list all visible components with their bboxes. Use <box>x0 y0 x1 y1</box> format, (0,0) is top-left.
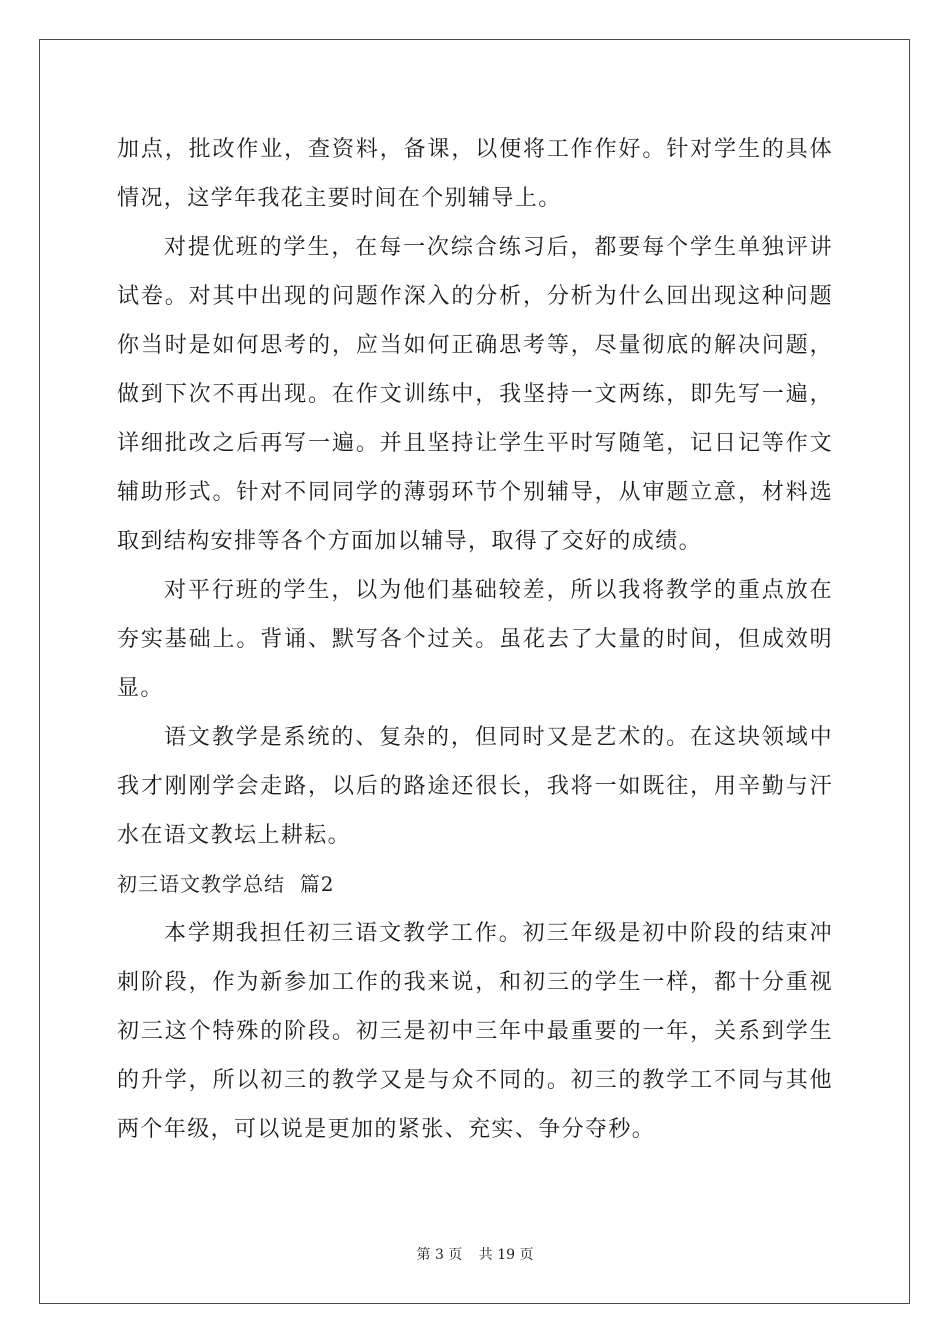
paragraph-4: 语文教学是系统的、复杂的，但同时又是艺术的。在这块领域中我才刚刚学会走路，以后的路途还很长，我将一如既往，用辛勤与汗水在语文教坛上耕耘。 <box>117 725 833 848</box>
page-footer <box>0 1244 950 1264</box>
section-heading: 初三语文教学总结 篇2 <box>117 872 335 896</box>
paragraph-5: 本学期我担任初三语文教学工作。初三年级是初中阶段的结束冲刺阶段，作为新参加工作的我来说，和初三的学生一样，都十分重视初三这个特殊的阶段。初三是初中三年中最重要的一年，关系到学生的升学，所以初三的教学又是与众不同的。初三的教学工不同与其他两个年级，可以说是更加的紧张、充实、争分夺秒。 <box>117 921 833 1142</box>
page-number: 第 3 页 <box>416 1247 463 1263</box>
paragraph-3: 对平行班的学生，以为他们基础较差，所以我将教学的重点放在夯实基础上。背诵、默写各个过关。虽花去了大量的时间，但成效明显。 <box>117 578 833 701</box>
page-total: 共 19 页 <box>478 1247 534 1263</box>
paragraph-1: 加点，批改作业，查资料，备课，以便将工作作好。针对学生的具体情况，这学年我花主要时间在个别辅导上。 <box>117 137 833 211</box>
document-body <box>117 125 833 1154</box>
paragraph-2: 对提优班的学生，在每一次综合练习后，都要每个学生单独评讲试卷。对其中出现的问题作深入的分析，分析为什么回出现这种问题你当时是如何思考的，应当如何正确思考等，尽量彻底的解决问题，做到下次不再出现。在作文训练中，我坚持一文两练，即先写一遍，详细批改之后再写一遍。并且坚持让学生平时写随笔，记日记等作文辅助形式。针对不同同学的薄弱环节个别辅导，从审题立意，材料选取到结构安排等各个方面加以辅导，取得了交好的成绩。 <box>117 235 833 554</box>
